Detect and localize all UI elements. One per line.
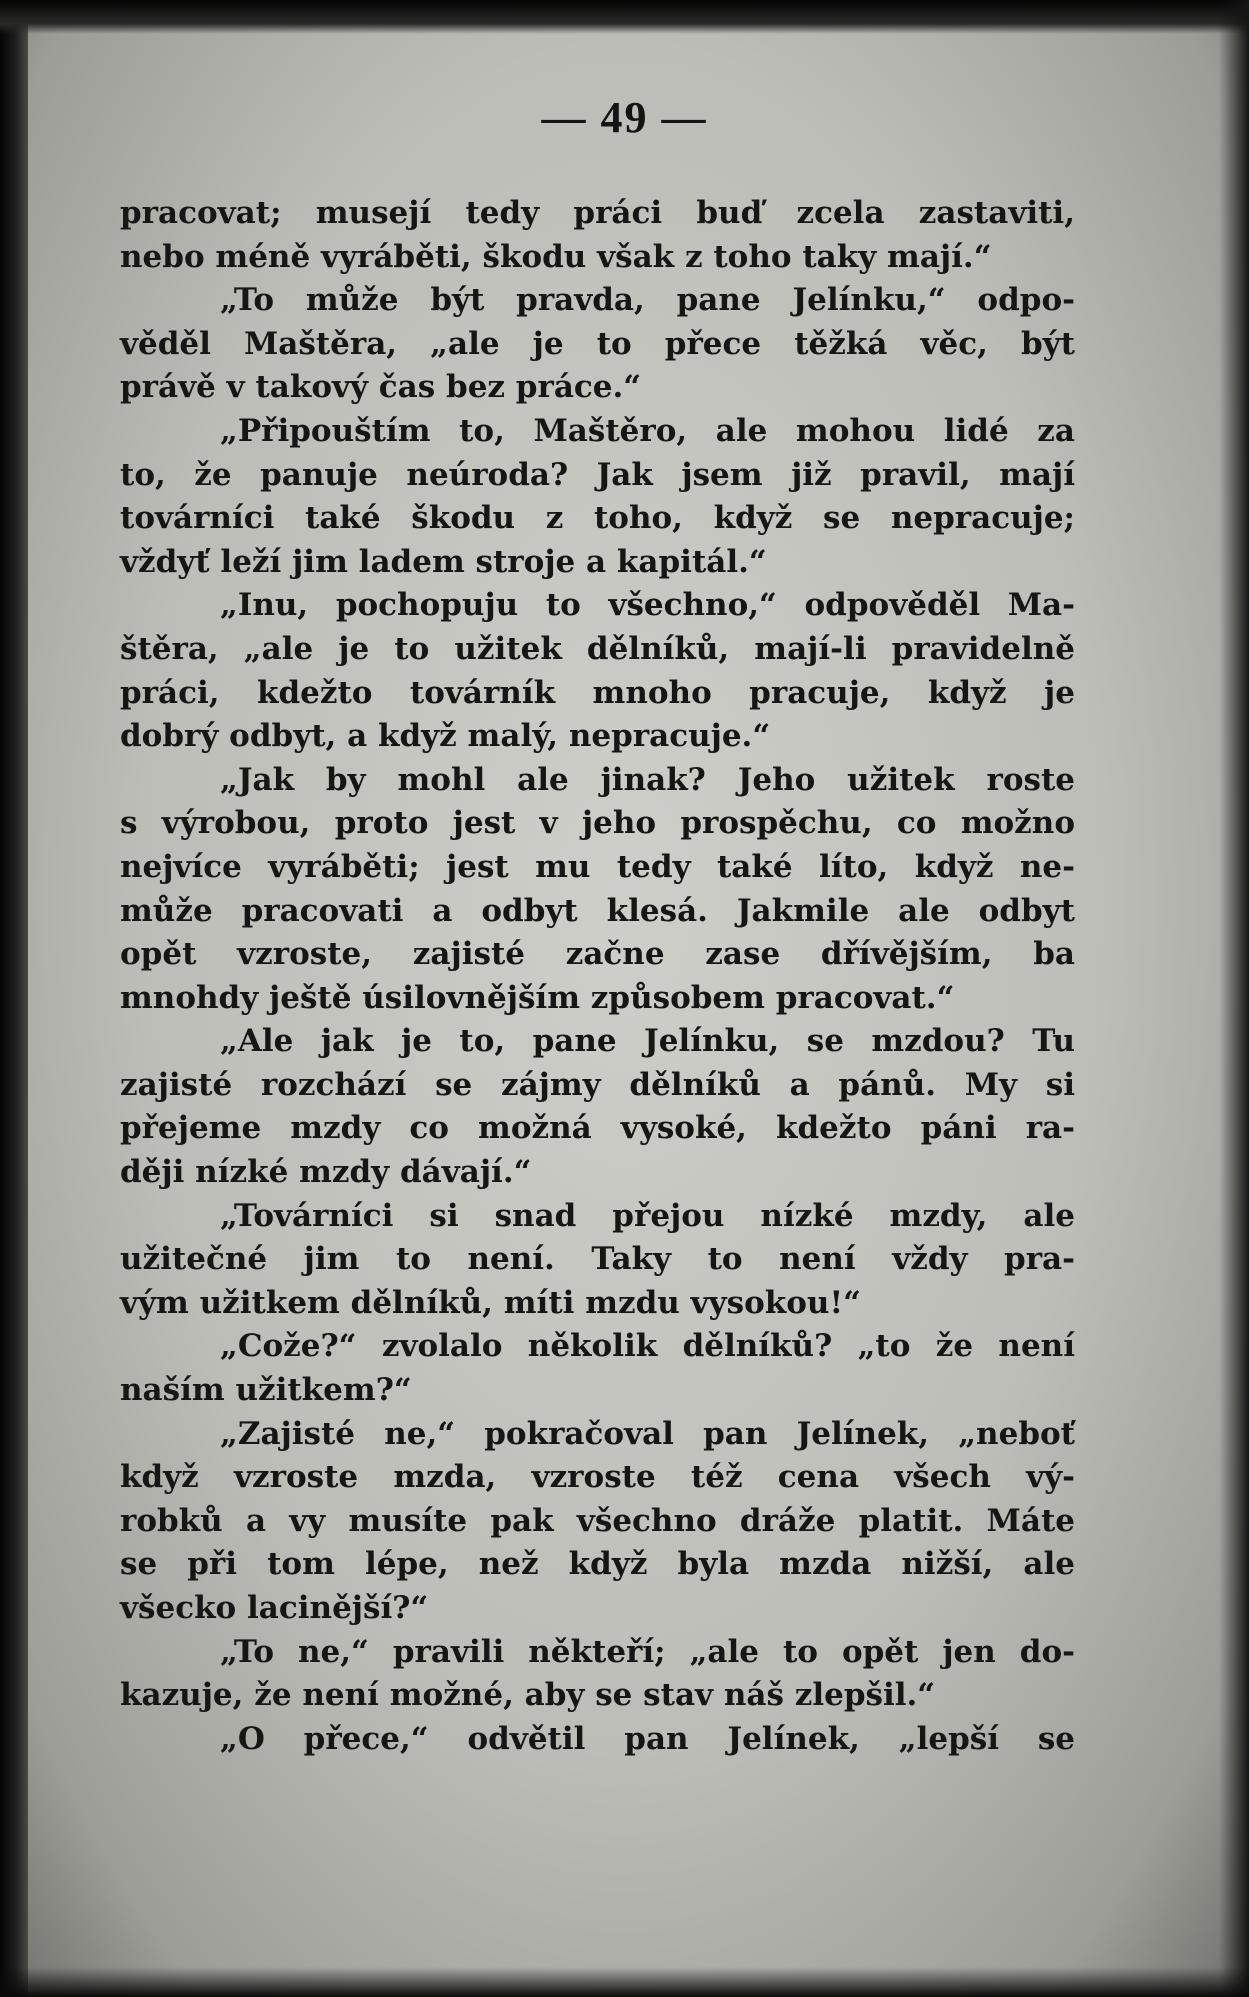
text-line: vždyť leží jim ladem stroje a kapitál.“ [120,543,767,580]
text-line: se při tom lépe, než když byla mzda nižší, ale [120,1546,1075,1583]
text-line: továrníci také škodu z toho, když se nepracuje; [120,500,1075,537]
text-line: dobrý odbyt, a když malý, nepracuje.“ [120,718,771,755]
text-line: naším užitkem?“ [120,1372,412,1409]
text-line: „Cože?“ zvolalo několik dělníků? „to že není [220,1328,1075,1365]
text-line: kazuje, že není možné, aby se stav náš zlepšil.“ [120,1677,936,1714]
text-line: štěra, „ale je to užitek dělníků, mají-li pravidelně [120,630,1075,667]
page-binding-shadow [0,0,28,1997]
text-line: může pracovati a odbyt klesá. Jakmile ale odbyt [120,892,1075,929]
text-line: „To ne,“ pravili někteří; „ale to opět jen do- [220,1633,1075,1670]
text-line: „Inu, pochopuju to všechno,“ odpověděl Ma- [220,587,1075,624]
text-line: pracovat; musejí tedy práci buď zcela zastaviti, [120,195,1075,231]
right-edge-shadow [1219,0,1249,1997]
text-line: „O přece,“ odvětil pan Jelínek, „lepší se [220,1720,1075,1757]
text-line: opět vzroste, zajisté začne zase dřívějším, ba [120,936,1075,973]
text-line: přejeme mzdy co možná vysoké, kdežto páni ra- [120,1110,1075,1147]
text-line: práci, kdežto továrník mnoho pracuje, když je [120,674,1075,711]
text-line: robků a vy musíte pak všechno dráže platit. Máte [120,1502,1075,1539]
text-line: právě v takový čas bez práce.“ [120,369,642,406]
text-line: vým užitkem dělníků, míti mzdu vysokou!“ [120,1284,861,1321]
text-line: to, že panuje neúroda? Jak jsem již pravil, mají [120,456,1075,493]
body-text [120,192,1075,1761]
page-number: — 49 — [541,93,708,142]
text-line: „Ale jak je to, pane Jelínku, se mzdou? Tu [220,1023,1075,1060]
text-line: zajisté rozchází se zájmy dělníků a pánů. My si [120,1066,1075,1103]
text-line: nejvíce vyráběti; jest mu tedy také líto, když ne- [120,848,1075,885]
text-line: užitečné jim to není. Taky to není vždy pra- [120,1241,1075,1278]
text-line: s výrobou, proto jest v jeho prospěchu, co možno [120,805,1075,842]
text-line: když vzroste mzda, vzroste též cena všech vý- [120,1459,1075,1496]
text-line: „To může být pravda, pane Jelínku,“ odpo- [220,282,1075,319]
text-line: „Zajisté ne,“ pokračoval pan Jelínek, „neboť [220,1415,1075,1452]
text-line: věděl Maštěra, „ale je to přece těžká věc, být [120,325,1075,362]
text-line: nebo méně vyráběti, škodu však z toho taky mají.“ [120,238,992,275]
bottom-edge-shadow [0,1967,1249,1997]
text-line: „Připouštím to, Maštěro, ale mohou lidé za [220,412,1075,449]
text-line: „Jak by mohl ale jinak? Jeho užitek roste [220,761,1075,798]
text-line: všecko lacinější?“ [120,1590,429,1626]
text-line: „Továrníci si snad přejou nízké mzdy, ale [220,1197,1075,1234]
text-line: ději nízké mzdy dávají.“ [120,1154,532,1191]
text-line: mnohdy ještě úsilovnějším způsobem pracovat.“ [120,979,955,1016]
top-edge-shadow [0,0,1249,34]
